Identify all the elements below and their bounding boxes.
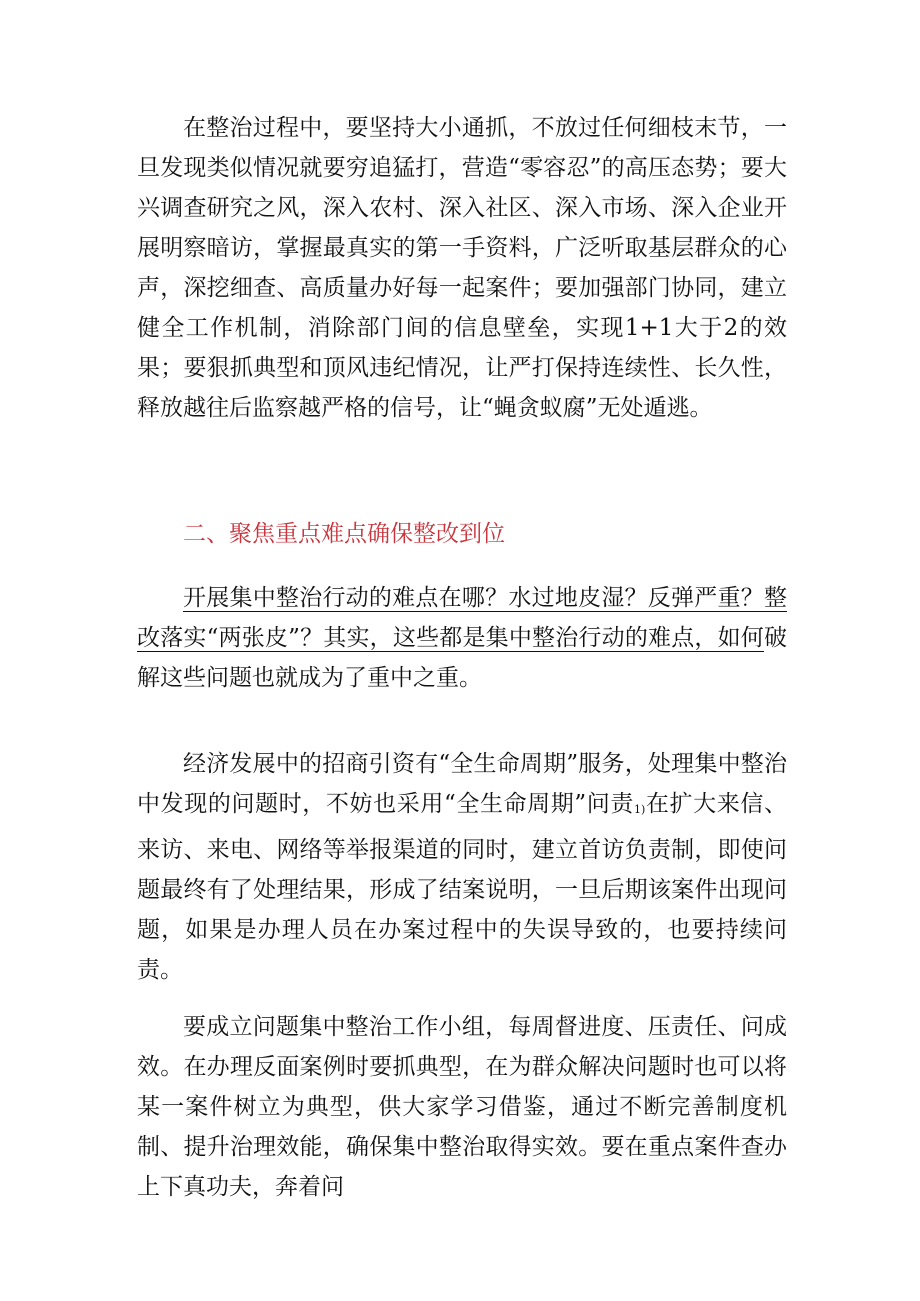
paragraph-4: 要成立问题集中整治工作小组，每周督进度、压责任、问成效。在办理反面案例时要抓典型，在为群众解决问题时也可以将某一案件树立为典型，供大家学习借鉴，通过不断完善制度机制、提升治理效能，确保集中整治取得实效。要在重点案件查办上下真功夫，奔着问 [137, 1014, 787, 1200]
section-heading: 二、聚焦重点难点确保整改到位 [183, 521, 505, 547]
paragraph-2 [137, 578, 787, 698]
paragraph-3-part1: 经济发展中的招商引资有“全生命周期”服务，处理集中整治中发现的问题时，不妨也采用“全生命周期”问责 [137, 751, 787, 817]
paragraph-3-part2: 在扩大来信、来访、来电、网络等举报渠道的同时，建立首访负责制，即使问题最终有了处理结果，形成了结案说明，一旦后期该案件出现问题，如果是办理人员在办案过程中的失误导致的，也要持续问责。 [137, 791, 787, 983]
underlined-text: 开展集中整治行动的难点在哪？水过地皮湿？反弹严重？整改落实“两张皮”？其实，这些都是集中整治行动的难点，如何 [137, 585, 787, 651]
paragraph-2-rest: 破解这些问题也就成为了重中之重。 [137, 625, 787, 691]
paragraph-3 [137, 744, 787, 990]
footnote-mark: 1) [634, 803, 646, 816]
paragraph-1: 在整治过程中，要坚持大小通抓，不放过任何细枝末节，一旦发现类似情况就要穷追猛打，营造“零容忍”的高压态势；要大兴调查研究之风，深入农村、深入社区、深入市场、深入企业开展明察暗访，掌握最真实的第一手资料，广泛听取基层群众的心声，深挖细查、高质量办好每一起案件；要加强部门协同，建立健全工作机制，消除部门间的信息壁垒，实现1+1大于2的效果；要狠抓典型和顶风违纪情况，让严打保持连续性、长久性，释放越往后监察越严格的信号，让“蝇贪蚁腐”无处遁逃。 [137, 115, 787, 421]
